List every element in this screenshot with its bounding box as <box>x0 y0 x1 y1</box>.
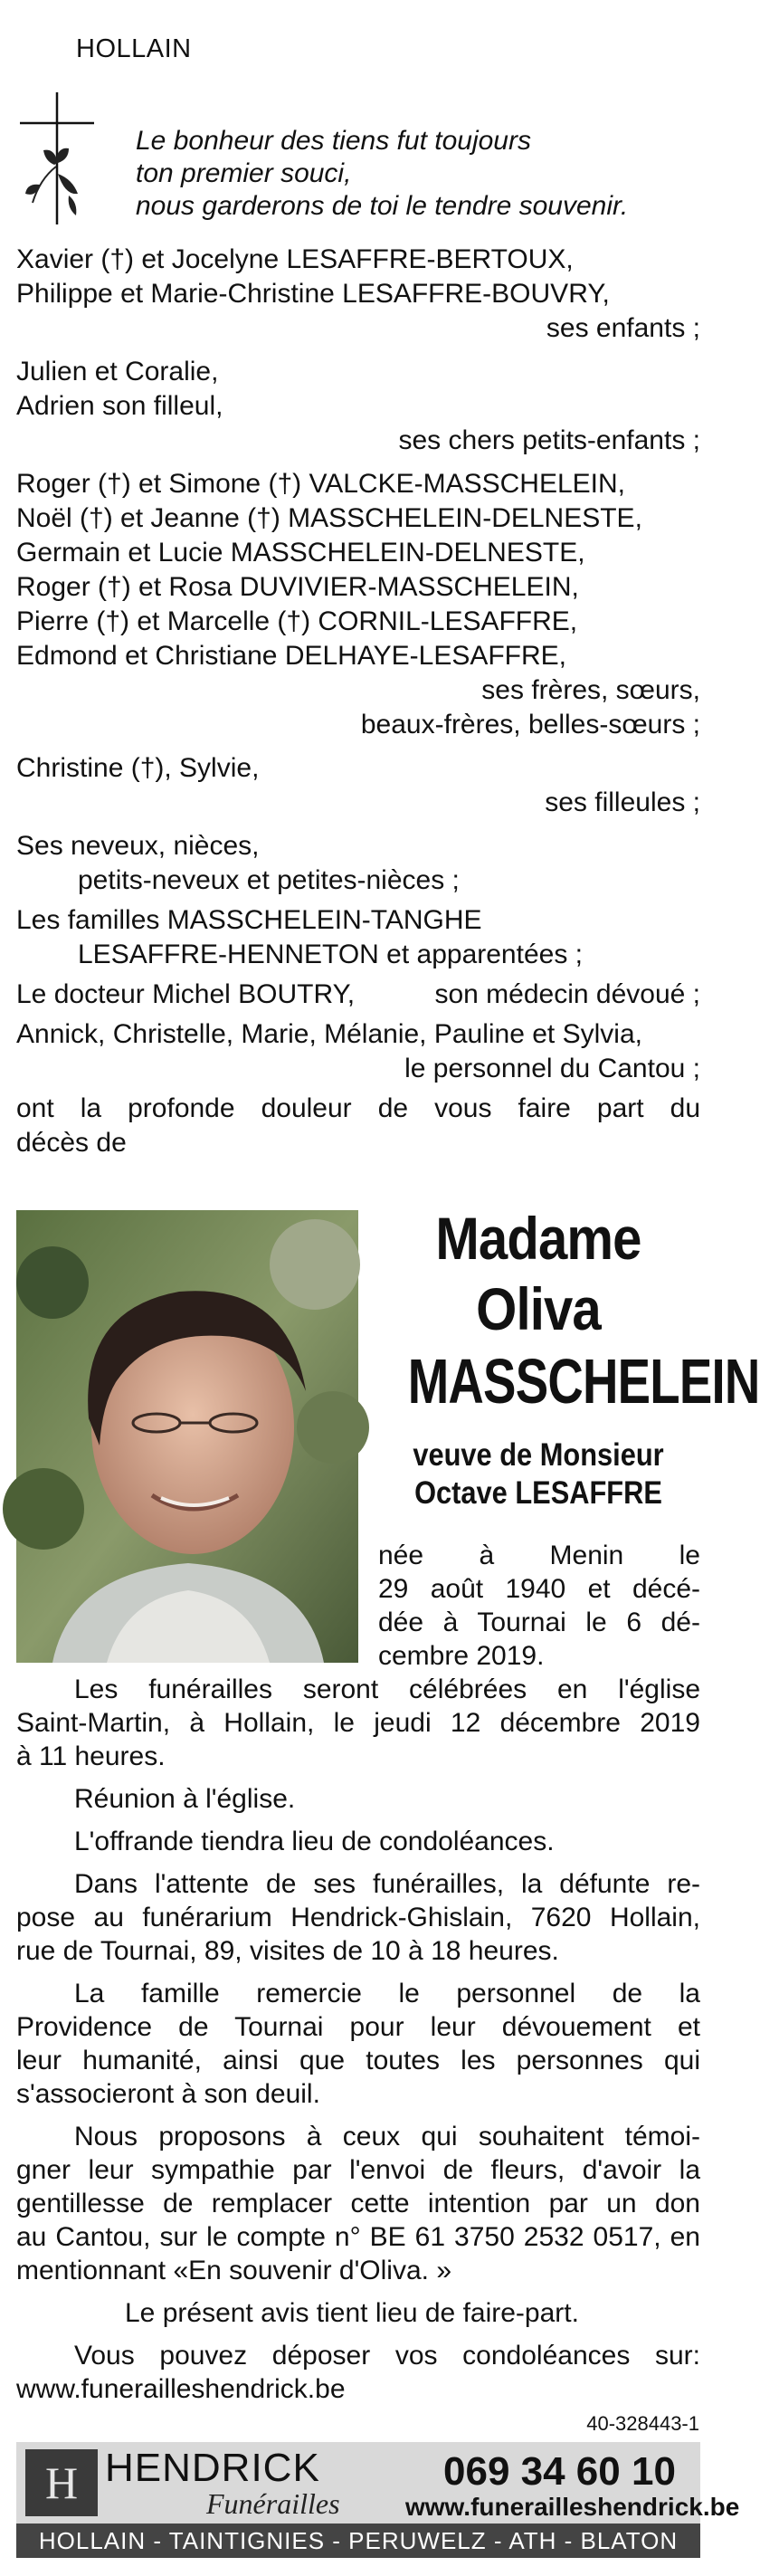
family-line: Pierre (†) et Marcelle (†) CORNIL-LESAFFRE, <box>16 606 578 636</box>
reference-number: 40-328443-1 <box>586 2412 699 2435</box>
announcement-line: décès de <box>16 1128 127 1158</box>
flowers-line: gner leur sympathie par l'envoi de fleurs, d'avoir la <box>16 2155 700 2185</box>
family-line: Germain et Lucie MASSCHELEIN-DELNESTE, <box>16 538 585 568</box>
quote-line: nous garderons de toi le tendre souvenir. <box>136 191 629 221</box>
birth-line: cembre 2019. <box>378 1641 545 1671</box>
family-role: ses frères, sœurs, <box>481 675 700 705</box>
rest-line: Dans l'attente de ses funérailles, la défunte re- <box>74 1869 700 1899</box>
thanks-line: La famille remercie le personnel de la <box>74 1979 700 2008</box>
brand-name: HENDRICK <box>105 2446 320 2490</box>
birth-line: dée à Tournai le 6 dé- <box>378 1608 700 1637</box>
website-link[interactable]: www.funerailleshendrick.be <box>405 2493 740 2521</box>
family-role: ses enfants ; <box>546 313 700 343</box>
family-line: Les familles MASSCHELEIN-TANGHE <box>16 905 482 935</box>
family-line: Christine (†), Sylvie, <box>16 753 260 783</box>
family-line: Noël (†) et Jeanne (†) MASSCHELEIN-DELNESTE, <box>16 503 642 533</box>
doctor-name: Le docteur Michel BOUTRY, <box>16 979 356 1009</box>
family-role: ses filleules ; <box>545 787 700 817</box>
family-line: Roger (†) et Simone (†) VALCKE-MASSCHELEIN, <box>16 469 625 499</box>
thanks-line: s'associeront à son deuil. <box>16 2079 320 2109</box>
family-role: ses chers petits-enfants ; <box>398 425 700 455</box>
offering-line: L'offrande tiendra lieu de condoléances. <box>74 1827 555 1856</box>
family-line: Roger (†) et Rosa DUVIVIER-MASSCHELEIN, <box>16 572 579 602</box>
birth-line: née à Menin le <box>378 1541 700 1570</box>
doctor-role: son médecin dévoué ; <box>434 979 700 1009</box>
notice-line: Le présent avis tient lieu de faire-part. <box>125 2298 579 2328</box>
family-role: le personnel du Cantou ; <box>404 1054 700 1083</box>
funeral-home-banner <box>16 2442 740 2558</box>
town-header: HOLLAIN <box>76 34 192 63</box>
widow-line: Octave LESAFFRE <box>414 1475 662 1511</box>
rest-line: rue de Tournai, 89, visites de 10 à 18 heures. <box>16 1936 559 1966</box>
rest-line: pose au funérarium Hendrick-Ghislain, 7620 Hollain, <box>16 1903 700 1932</box>
funeral-line: Les funérailles seront célébrées en l'église <box>74 1674 700 1704</box>
birth-line: 29 août 1940 et décé- <box>378 1574 700 1604</box>
logo-letter: H <box>44 2457 79 2508</box>
family-line: Philippe et Marie-Christine LESAFFRE-BOUVRY, <box>16 279 610 309</box>
quote-line: Le bonheur des tiens fut toujours <box>136 126 531 156</box>
funeral-line: à 11 heures. <box>16 1741 166 1771</box>
family-line: Annick, Christelle, Marie, Mélanie, Pauline et Sylvia, <box>16 1019 642 1049</box>
birth-details <box>378 1539 700 1673</box>
family-line: Ses neveux, nièces, <box>16 831 260 861</box>
family-line: Xavier (†) et Jocelyne LESAFFRE-BERTOUX, <box>16 244 574 274</box>
doctor-line <box>16 978 700 1012</box>
funeral-line: Saint-Martin, à Hollain, le jeudi 12 décembre 2019 <box>16 1708 700 1738</box>
condolences-link[interactable]: www.funerailleshendrick.be <box>16 2374 346 2404</box>
family-line: LESAFFRE-HENNETON et apparentées ; <box>78 940 583 969</box>
cross-with-rose-icon <box>18 91 96 226</box>
deceased-title: Madame <box>435 1205 641 1272</box>
family-line: Edmond et Christiane DELHAYE-LESAFFRE, <box>16 641 567 671</box>
quote-line: ton premier souci, <box>136 158 352 188</box>
thanks-line: Providence de Tournai pour leur dévouement et <box>16 2012 700 2042</box>
family-line: Adrien son filleul, <box>16 391 223 421</box>
flowers-line: gentillesse de remplacer cette intention par un don <box>16 2189 700 2218</box>
phone-number[interactable]: 069 34 60 10 <box>443 2449 676 2494</box>
deceased-photo <box>16 1210 358 1663</box>
family-role: beaux-frères, belles-sœurs ; <box>360 710 700 739</box>
hendrick-logo-icon <box>25 2449 98 2516</box>
flowers-line: mentionnant «En souvenir d'Oliva. » <box>16 2256 452 2285</box>
thanks-line: leur humanité, ainsi que toutes les personnes qui <box>16 2046 700 2075</box>
deceased-first-name: Oliva <box>476 1275 601 1342</box>
family-line: Julien et Coralie, <box>16 357 219 386</box>
flowers-line: Nous proposons à ceux qui souhaitent témoi- <box>74 2122 700 2151</box>
widow-line: veuve de Monsieur <box>413 1437 664 1473</box>
flowers-line: au Cantou, sur le compte n° BE 61 3750 2532 0517, en <box>16 2222 700 2252</box>
cities-strip: HOLLAIN - TAINTIGNIES - PERUWELZ - ATH - BLATON <box>16 2524 700 2558</box>
family-line: petits-neveux et petites-nièces ; <box>78 865 460 895</box>
meeting-line: Réunion à l'église. <box>74 1784 296 1814</box>
funeral-details <box>16 1673 700 2406</box>
brand-subtitle: Funérailles <box>206 2487 340 2520</box>
condolences-line: Vous pouvez déposer vos condoléances sur: <box>74 2341 700 2371</box>
announcement-line: ont la profonde douleur de vous faire part du <box>16 1093 700 1123</box>
family-list <box>16 243 700 1160</box>
deceased-last-name: MASSCHELEIN <box>407 1346 760 1417</box>
epitaph-quote <box>136 125 628 223</box>
